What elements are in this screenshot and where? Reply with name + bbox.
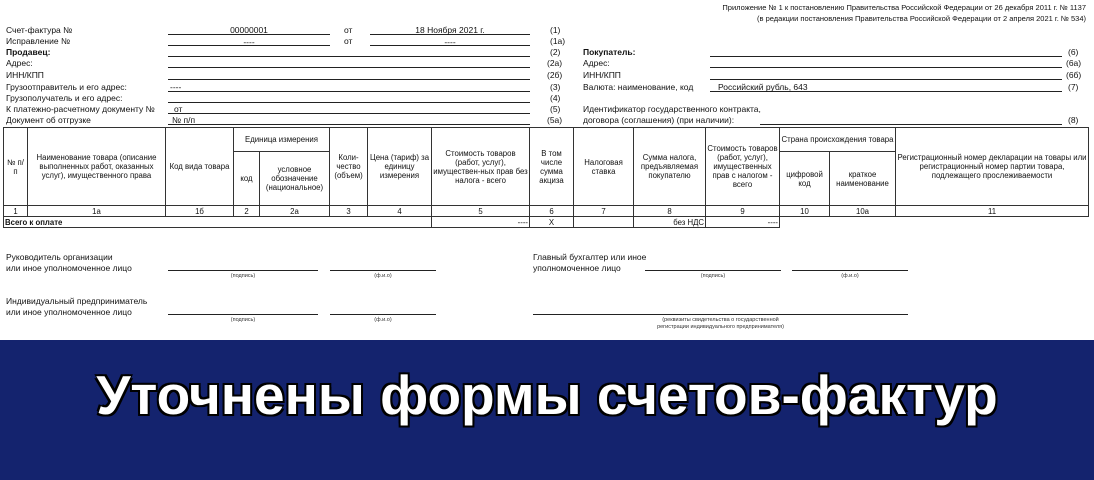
code-5a: (5а) bbox=[547, 115, 563, 125]
header-unit-name: условное обозначение (национальное) bbox=[260, 152, 330, 206]
col-num: 11 bbox=[896, 206, 1089, 217]
header-country-name: краткое наименование bbox=[830, 152, 896, 206]
consignee-label: Грузополучатель и его адрес: bbox=[6, 93, 123, 103]
invoice-label: Счет-фактура № bbox=[6, 25, 73, 35]
code-2: (2) bbox=[550, 47, 561, 57]
seller-label: Продавец: bbox=[6, 47, 51, 57]
col-num: 2а bbox=[260, 206, 330, 217]
col-num: 3 bbox=[330, 206, 368, 217]
shipment-doc-label: Документ об отгрузке bbox=[6, 115, 91, 125]
head-label-1: Руководитель организации bbox=[6, 252, 113, 262]
header-tax-sum: Сумма налога, предъявляемая покупателю bbox=[634, 128, 706, 206]
code-4: (4) bbox=[550, 93, 561, 103]
ip-label-1: Индивидуальный предприниматель bbox=[6, 296, 148, 306]
col-num: 8 bbox=[634, 206, 706, 217]
code-8: (8) bbox=[1068, 115, 1079, 125]
header-price: Цена (тариф) за единицу измерения bbox=[368, 128, 432, 206]
total-tax: без НДС bbox=[634, 217, 706, 228]
total-label: Всего к оплате bbox=[4, 217, 432, 228]
accountant-name-caption: (ф.и.о) bbox=[841, 273, 859, 279]
buyer-address-label: Адрес: bbox=[583, 58, 610, 68]
total-row bbox=[4, 217, 1089, 228]
head-label-2: или иное уполномоченное лицо bbox=[6, 263, 132, 273]
accountant-label-1: Главный бухгалтер или иное bbox=[533, 252, 647, 262]
col-num: 4 bbox=[368, 206, 432, 217]
invoice-from-label: от bbox=[344, 25, 353, 35]
code-1a: (1а) bbox=[550, 36, 566, 46]
ip-name-caption: (ф.и.о) bbox=[374, 317, 392, 323]
col-num: 10 bbox=[780, 206, 830, 217]
ip-requisites-2: регистрации индивидуального предпринимателя) bbox=[657, 324, 784, 330]
appendix-line-1: Приложение № 1 к постановлению Правительства Российской Федерации от 26 декабря 2011 г. № 1137 bbox=[722, 3, 1086, 12]
head-signature-caption: (подпись) bbox=[230, 273, 256, 279]
accountant-signature-caption: (подпись) bbox=[700, 273, 726, 279]
ip-label-2: или иное уполномоченное лицо bbox=[6, 307, 132, 317]
code-6: (6) bbox=[1068, 47, 1079, 57]
ip-requisites-1: (реквизиты свидетельства о государственной bbox=[662, 317, 779, 323]
header-qty: Коли-чество (объем) bbox=[330, 128, 368, 206]
correction-label: Исправление № bbox=[6, 36, 71, 46]
code-3: (3) bbox=[550, 82, 561, 92]
ip-signature-caption: (подпись) bbox=[230, 317, 256, 323]
invoice-date: 18 Ноября 2021 г. bbox=[415, 25, 485, 35]
header-num: № п/п bbox=[4, 128, 28, 206]
head-name-caption: (ф.и.о) bbox=[374, 273, 392, 279]
invoice-number: 00000001 bbox=[230, 25, 268, 35]
total-rate-empty bbox=[574, 217, 634, 228]
col-num: 1а bbox=[28, 206, 166, 217]
header-country: Страна происхождения товара bbox=[780, 128, 896, 152]
header-unit: Единица измерения bbox=[234, 128, 330, 152]
currency-label: Валюта: наименование, код bbox=[583, 82, 694, 92]
col-num: 10а bbox=[830, 206, 896, 217]
buyer-label: Покупатель: bbox=[583, 47, 636, 57]
header-country-code: цифровой код bbox=[780, 152, 830, 206]
currency-value: Российский рубль, 643 bbox=[718, 82, 808, 92]
correction-from-label: от bbox=[344, 36, 353, 46]
appendix-line-2: (в редакции постановления Правительства Российской Федерации от 2 апреля 2021 г. № 534) bbox=[757, 14, 1086, 23]
header-rate: Налоговая ставка bbox=[574, 128, 634, 206]
payment-doc-label: К платежно-расчетному документу № bbox=[6, 104, 155, 114]
header-declaration: Регистрационный номер декларации на товары или регистрационный номер партии товара, подлежащего прослеживаемости bbox=[896, 128, 1089, 206]
seller-inn-label: ИНН/КПП bbox=[6, 70, 44, 80]
shipper-label: Грузоотправитель и его адрес: bbox=[6, 82, 127, 92]
invoice-table bbox=[3, 127, 1089, 228]
correction-number: ---- bbox=[243, 37, 255, 47]
header-name: Наименование товара (описание выполненных работ, оказанных услуг), имущественного права bbox=[28, 128, 166, 206]
col-num: 2 bbox=[234, 206, 260, 217]
total-with-tax: ---- bbox=[706, 217, 780, 228]
buyer-inn-label: ИНН/КПП bbox=[583, 70, 621, 80]
header-unit-code: код bbox=[234, 152, 260, 206]
col-num: 5 bbox=[432, 206, 530, 217]
code-6a: (6а) bbox=[1066, 58, 1082, 68]
col-num: 6 bbox=[530, 206, 574, 217]
total-cost: ---- bbox=[432, 217, 530, 228]
accountant-label-2: уполномоченное лицо bbox=[533, 263, 621, 273]
payment-doc-from: от bbox=[174, 104, 183, 114]
col-num: 7 bbox=[574, 206, 634, 217]
total-excise: Х bbox=[530, 217, 574, 228]
header-excise: В том числе сумма акциза bbox=[530, 128, 574, 206]
col-num: 9 bbox=[706, 206, 780, 217]
column-number-row bbox=[4, 206, 1089, 217]
header-cost-no-tax: Стоимость товаров (работ, услуг), имуществен-ных прав без налога - всего bbox=[432, 128, 530, 206]
code-7: (7) bbox=[1068, 82, 1079, 92]
shipment-doc-value: № п/п bbox=[172, 115, 196, 125]
code-5: (5) bbox=[550, 104, 561, 114]
seller-address-label: Адрес: bbox=[6, 58, 33, 68]
headline-text: Уточнены формы счетов-фактур bbox=[96, 364, 998, 426]
code-1: (1) bbox=[550, 25, 561, 35]
shipper-value: ---- bbox=[170, 82, 182, 92]
code-2a: (2а) bbox=[547, 58, 563, 68]
col-num: 1 bbox=[4, 206, 28, 217]
contract-label-1: Идентификатор государственного контракта, bbox=[583, 104, 761, 114]
header-cost-with-tax: Стоимость товаров (работ, услуг), имущественных прав с налогом - всего bbox=[706, 128, 780, 206]
contract-label-2: договора (соглашения) (при наличии): bbox=[583, 115, 735, 125]
code-6b: (6б) bbox=[1066, 70, 1082, 80]
col-num: 1б bbox=[166, 206, 234, 217]
header-kind: Код вида товара bbox=[166, 128, 234, 206]
correction-date: ---- bbox=[444, 37, 456, 47]
code-2b: (2б) bbox=[547, 70, 563, 80]
